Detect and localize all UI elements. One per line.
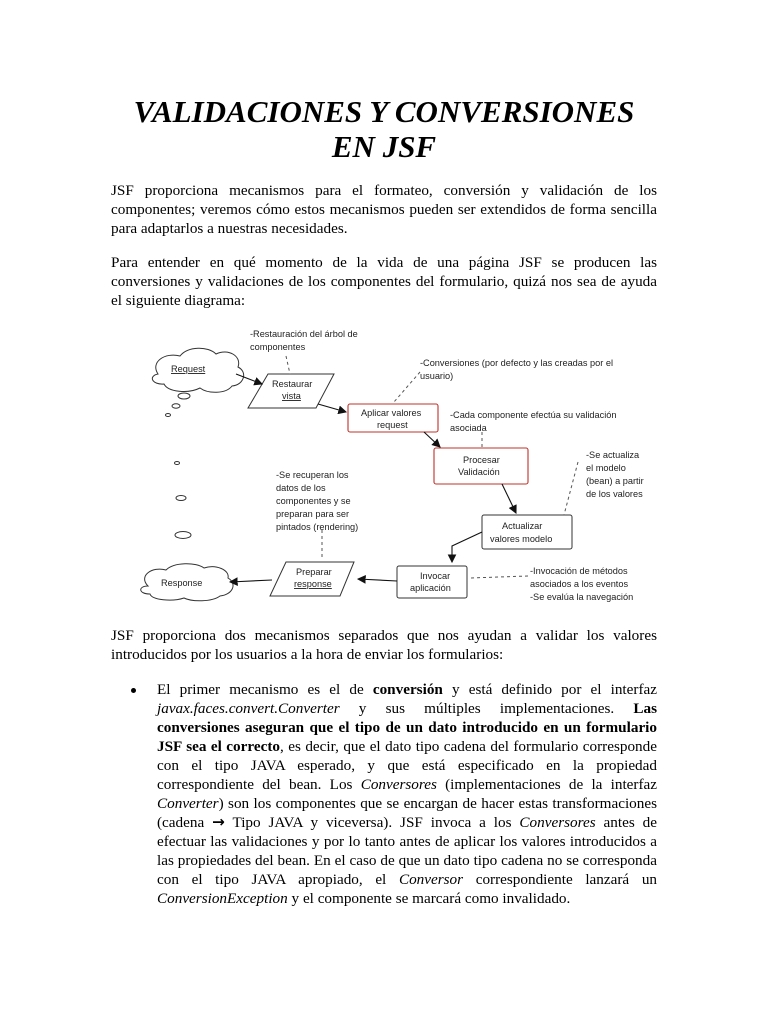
svg-text:-Restauración del árbol de: -Restauración del árbol de [250,329,358,339]
bullet-icon [131,688,136,693]
thought-bubble [166,414,171,417]
svg-text:Procesar: Procesar [463,455,500,465]
restaurar-vista-box [248,374,334,408]
svg-text:-Se recuperan los: -Se recuperan los [276,470,349,480]
intro-paragraph-1: JSF proporciona mecanismos para el formateo, conversión y validación de los componentes; veremos cómo estos mecanismos pueden ser extendidos de forma sencilla para adaptarlos a nuestras necesidades. [111,182,657,237]
svg-text:aplicación: aplicación [410,583,451,593]
mechanisms-paragraph: JSF proporciona dos mecanismos separados que nos ayudan a validar los valores introducidos por los usuarios a la hora de enviar los formularios: [111,627,657,663]
svg-text:Restaurar: Restaurar [272,379,313,389]
svg-text:response: response [294,579,332,589]
request-label: Request [171,364,206,374]
mechanisms-list [111,680,657,908]
svg-text:pintados (rendering): pintados (rendering) [276,522,359,532]
note-invocacion [530,566,633,602]
thought-bubble [172,404,180,408]
svg-text:valores modelo: valores modelo [490,534,553,544]
svg-text:Preparar: Preparar [296,567,332,577]
svg-text:vista: vista [282,391,301,401]
page-title-line2: EN JSF [331,129,437,164]
thought-bubble [175,532,191,539]
list-item: El primer mecanismo es el de conversión y está definido por el interfaz javax.faces.convert.Converter y sus múltiples implementaciones. Las conversiones aseguran que el tipo de un dato introducido en un formulario JSF sea el correcto, es decir, que el dato tipo cadena del formulario corresponde con el tipo JAVA esperado, y que está especificado en la propiedad correspondiente del bean. Los Conversores (implementaciones de la interfaz Converter) son los componentes que se encargan de hacer estas transformaciones (cadena → Tipo JAVA y viceversa). JSF invoca a los Conversores antes de efectuar las validaciones y por lo tanto antes de aplicar los valores introducidos a las propiedades del bean. En el caso de que un dato tipo cadena no se corresponda con el tipo JAVA apropiado, el Conversor correspondiente lanzará un ConversionException y el componente se marcará como invalidado. [111,680,657,908]
response-cloud [141,564,233,601]
svg-text:-Invocación de métodos: -Invocación de métodos [530,566,628,576]
svg-text:usuario): usuario) [420,371,454,381]
svg-text:de los valores: de los valores [586,489,643,499]
page-title-line1: VALIDACIONES Y CONVERSIONES [133,94,635,129]
note-conversiones [420,358,613,381]
aplicar-valores-box [348,404,438,432]
svg-text:(bean) a partir: (bean) a partir [586,476,644,486]
svg-text:el modelo: el modelo [586,463,626,473]
response-label: Response [161,578,203,588]
svg-text:Validación: Validación [458,467,500,477]
svg-text:Actualizar: Actualizar [502,521,543,531]
intro-paragraph-2: Para entender en qué momento de la vida de una página JSF se producen las conversiones y validaciones de los componentes del formulario, quizá nos sea de ayuda el siguiente diagrama: [111,254,657,309]
actualizar-valores-box [482,515,572,549]
thought-bubble [176,496,186,501]
thought-bubble [178,393,190,399]
svg-text:-Conversiones (por defecto y l: -Conversiones (por defecto y las creadas por el [420,358,614,368]
svg-text:Invocar: Invocar [420,571,451,581]
svg-text:componentes y se: componentes y se [276,496,351,506]
note-restauracion [250,329,358,352]
invocar-aplicacion-box [397,566,467,598]
svg-text:componentes: componentes [250,342,306,352]
thought-bubble [175,462,180,465]
svg-text:request: request [377,420,408,430]
svg-text:asociados a los eventos: asociados a los eventos [530,579,629,589]
svg-text:Aplicar valores: Aplicar valores [361,408,422,418]
svg-text:-Se evalúa la navegación: -Se evalúa la navegación [530,592,634,602]
svg-text:-Cada componente efectúa su va: -Cada componente efectúa su validación [450,410,617,420]
procesar-validacion-box [434,448,528,484]
svg-text:preparan para ser: preparan para ser [276,509,350,519]
preparar-response-box [270,562,354,596]
note-rendering [276,470,358,532]
note-validacion [450,410,617,433]
right-arrow-icon: → [212,813,225,831]
request-cloud [152,348,243,392]
svg-text:datos de los: datos de los [276,483,326,493]
note-bean [586,450,644,499]
svg-text:-Se actualiza: -Se actualiza [586,450,640,460]
svg-text:asociada: asociada [450,423,487,433]
